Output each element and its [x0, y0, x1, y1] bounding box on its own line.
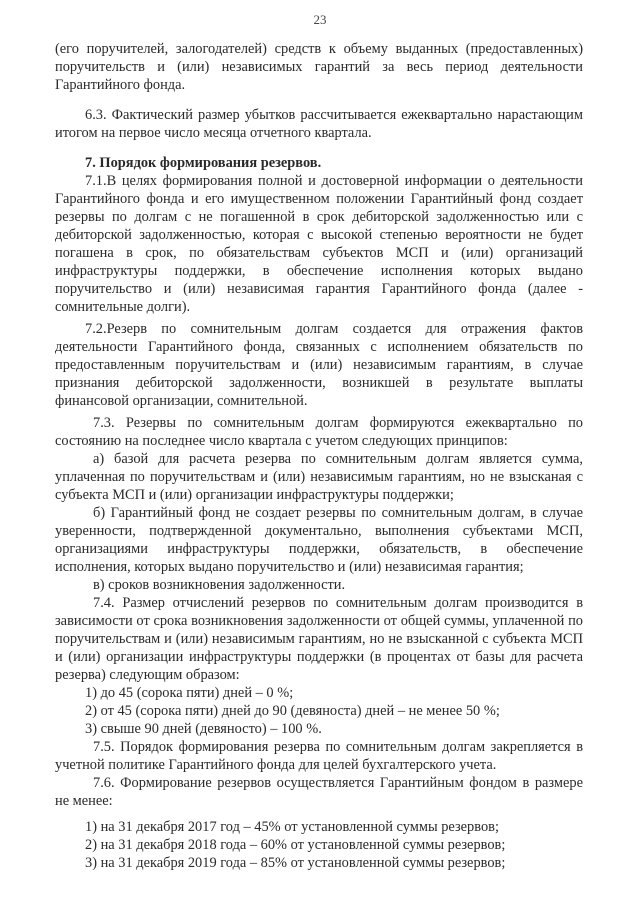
- list-item-7-6-1: 1) на 31 декабря 2017 год – 45% от установленной суммы резервов;: [85, 819, 499, 835]
- section-heading-7: 7. Порядок формирования резервов.: [85, 155, 322, 171]
- paragraph-7-3: 7.3. Резервы по сомнительным долгам формируются ежеквартально по состоянию на последнее число квартала с учетом следующих принципов:: [55, 415, 583, 449]
- document-body: [55, 40, 583, 872]
- paragraph-7-2: 7.2.Резерв по сомнительным долгам создается для отражения фактов деятельности Гарантийного фонда, связанных с исполнением обязательств по предоставленным поручительствам и (или) независимым гарантиям, в случае признания дебиторской задолженности, возникшей в результате выплаты финансовой организации, сомнительной.: [55, 321, 583, 409]
- paragraph-7-6: 7.6. Формирование резервов осуществляется Гарантийным фондом в размере не менее:: [55, 775, 583, 809]
- paragraph-7-4: 7.4. Размер отчислений резервов по сомнительным долгам производится в зависимости от срока возникновения задолженности от общей суммы, уплаченной по поручительствам и (или) независимым гарантиям, но не взысканной с субъекта МСП и (или) организации инфраструктуры поддержки (в процентах от базы для расчета резерва) следующим образом:: [55, 595, 583, 683]
- page-number: 23: [313, 12, 327, 27]
- paragraph-7-5: 7.5. Порядок формирования резерва по сомнительным долгам закрепляется в учетной политике Гарантийного фонда для целей бухгалтерского учета.: [55, 739, 583, 773]
- paragraph-continuation: (его поручителей, залогодателей) средств к объему выданных (предоставленных) поручительств и (или) независимых гарантий за весь период деятельности Гарантийного фонда.: [55, 41, 583, 93]
- list-item-7-4-1: 1) до 45 (сорока пяти) дней – 0 %;: [85, 685, 294, 701]
- paragraph-7-3-a: а) базой для расчета резерва по сомнительным долгам является сумма, уплаченная по поручительствам и (или) независимым гарантиям, но не взысканая с субъекта МСП и (или) организации инфраструктуры поддержки;: [55, 451, 583, 503]
- list-item-7-6-3: 3) на 31 декабря 2019 года – 85% от установленной суммы резервов;: [85, 855, 506, 871]
- paragraph-7-3-c: в) сроков возникновения задолженности.: [93, 577, 346, 593]
- list-item-7-4-3: 3) свыше 90 дней (девяносто) – 100 %.: [85, 721, 322, 737]
- paragraph-6-3: 6.3. Фактический размер убытков рассчитывается ежеквартально нарастающим итогом на первое число месяца отчетного квартала.: [55, 107, 583, 141]
- paragraph-7-1: 7.1.В целях формирования полной и достоверной информации о деятельности Гарантийного фонда и его имущественном положении Гарантийный фонд создает резервы по долгам с не погашенной в срок дебиторской задолженностью или с дебиторской задолженностью, которая с высокой степенью вероятности не будет погашена в срок, по обязательствам субъектов МСП и (или) организаций инфраструктуры поддержки, в обеспечение исполнения которых выдано поручительство и (или) независимая гарантия Гарантийного фонда (далее - сомнительные долги).: [55, 173, 583, 315]
- list-item-7-4-2: 2) от 45 (сорока пяти) дней до 90 (девяноста) дней – не менее 50 %;: [85, 703, 500, 719]
- paragraph-7-3-b: б) Гарантийный фонд не создает резервы по сомнительным долгам, в случае уверенности, подтвержденной документально, выполнения субъектами МСП, организациями инфраструктуры поддержки, обязательств, в обеспечение исполнения, которых выдано поручительство и (или) независимая гарантия;: [55, 505, 583, 575]
- list-item-7-6-2: 2) на 31 декабря 2018 года – 60% от установленной суммы резервов;: [85, 837, 506, 853]
